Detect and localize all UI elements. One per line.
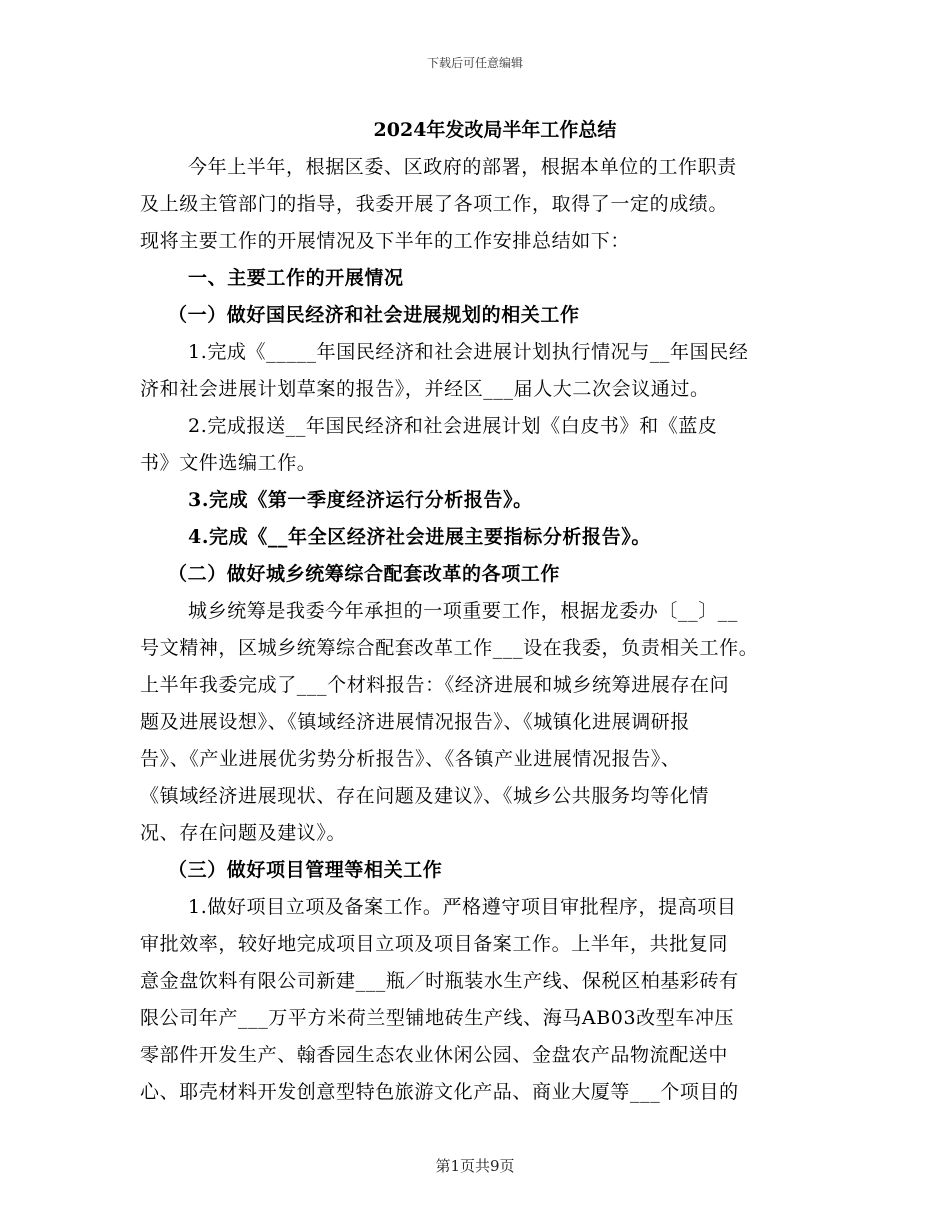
subsection-heading: （三）做好项目管理等相关工作 [168, 859, 443, 881]
header-note: 下载后可任意编辑 [426, 56, 523, 70]
paragraph-line: 1.做好项目立项及备案工作。严格遵守项目审批程序，提高项目 [188, 896, 737, 918]
paragraph-line: 书》文件选编工作。 [140, 452, 317, 474]
paragraph-line: 零部件开发生产、翰香园生态农业休闲公园、金盘农产品物流配送中 [140, 1044, 729, 1066]
paragraph-line: 《镇域经济进展现状、存在问题及建议》、《城乡公共服务均等化情 [140, 785, 710, 807]
document-body [140, 112, 830, 1111]
paragraph-line: 心、耶壳材料开发创意型特色旅游文化产品、商业大厦等___个项目的 [140, 1081, 739, 1103]
subsection-heading: （二）做好城乡统筹综合配套改革的各项工作 [168, 563, 561, 585]
paragraph-line: 告》、《产业进展优劣势分析报告》、《各镇产业进展情况报告》、 [140, 748, 681, 770]
paragraph-line: 城乡统筹是我委今年承担的一项重要工作，根据龙委办〔__〕__ [188, 600, 739, 622]
paragraph-line: 济和社会进展计划草案的报告》，并经区___届人大二次会议通过。 [140, 378, 710, 400]
paragraph-line: 意金盘饮料有限公司新建___瓶／时瓶装水生产线、保税区柏基彩砖有 [140, 970, 739, 992]
paragraph-line: 审批效率，较好地完成项目立项及项目备案工作。上半年，共批复同 [140, 933, 729, 955]
paragraph-line: 限公司年产___万平方米荷兰型铺地砖生产线、海马AB03改型车冲压 [140, 1007, 735, 1029]
page-footer: 第1页共9页 [435, 1157, 515, 1175]
paragraph-line: 1.完成《_____年国民经济和社会进展计划执行情况与__年国民经 [188, 341, 749, 363]
section-heading: 一、主要工作的开展情况 [188, 267, 404, 289]
list-item-bold: 3.完成《第一季度经济运行分析报告》。 [188, 489, 533, 511]
paragraph-line: 况、存在问题及建议》。 [140, 822, 347, 844]
paragraph-line: 及上级主管部门的指导，我委开展了各项工作，取得了一定的成绩。 [140, 193, 729, 215]
list-item-bold: 4.完成《__年全区经济社会进展主要指标分析报告》。 [188, 526, 651, 548]
subsection-heading: （一）做好国民经济和社会进展规划的相关工作 [168, 304, 580, 326]
paragraph-line: 上半年我委完成了___个材料报告：《经济进展和城乡统筹进展存在问 [140, 674, 730, 696]
document-title: 2024年发改局半年工作总结 [373, 119, 617, 141]
paragraph-line: 现将主要工作的开展情况及下半年的工作安排总结如下： [140, 230, 631, 252]
paragraph-line: 2.完成报送__年国民经济和社会进展计划《白皮书》和《蓝皮 [188, 415, 718, 437]
paragraph-line: 今年上半年，根据区委、区政府的部署，根据本单位的工作职责 [188, 156, 737, 178]
paragraph-line: 题及进展设想》、《镇域经济进展情况报告》、《城镇化进展调研报 [140, 711, 691, 733]
paragraph-line: 号文精神，区城乡统筹综合配套改革工作___设在我委，负责相关工作。 [140, 637, 759, 659]
